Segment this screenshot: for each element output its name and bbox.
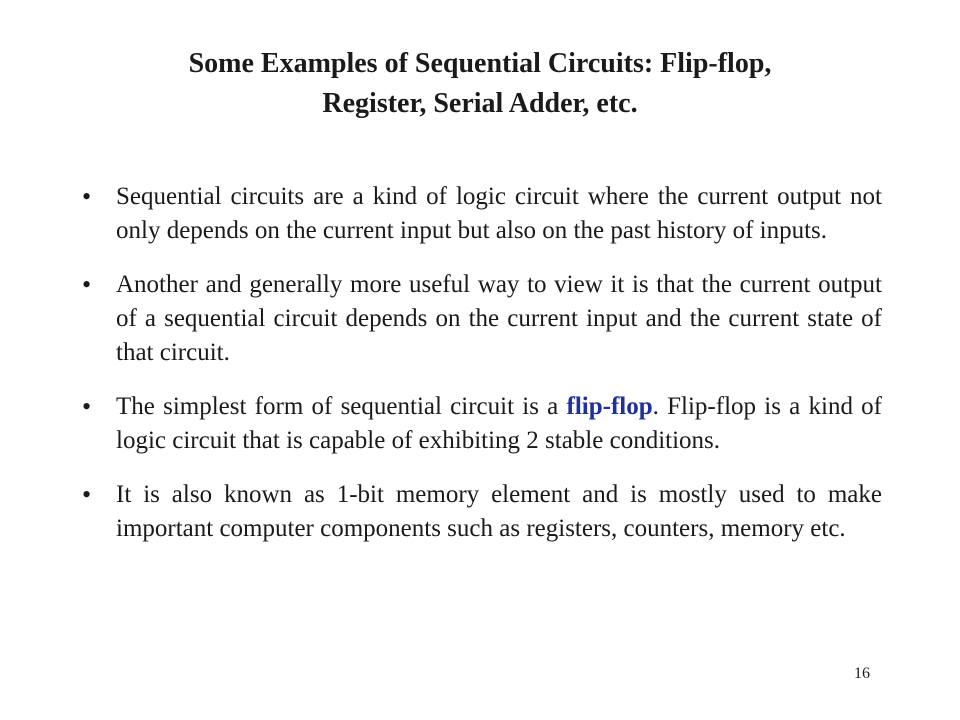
bullet-text-2: Another and generally more useful way to view it is that the current output of a sequential circuit depends on the current input and the current state of that circuit. bbox=[116, 271, 882, 366]
page-number: 16 bbox=[854, 665, 870, 682]
title-line-1: Some Examples of Sequential Circuits: Flip-flop, bbox=[188, 48, 772, 79]
bullet-dot-icon: • bbox=[82, 480, 92, 509]
bullet-text-3-after: . Flip-flop is a kind of logic circuit that is capable of exhibiting 2 stable conditions. bbox=[116, 393, 883, 454]
bullet-dot-icon: • bbox=[82, 392, 92, 421]
bullet-list bbox=[82, 180, 882, 566]
bullet-item-4 bbox=[82, 478, 882, 546]
bullet-item-1 bbox=[82, 180, 882, 248]
bullet-text-3-before: The simplest form of sequential circuit is a bbox=[116, 393, 567, 420]
bullet-text-4: It is also known as 1-bit memory element and is mostly used to make important computer components such as registers, counters, memory etc. bbox=[116, 481, 882, 542]
title-line-2: Register, Serial Adder, etc. bbox=[322, 88, 638, 119]
slide-title bbox=[60, 44, 900, 124]
bullet-dot-icon: • bbox=[82, 182, 92, 211]
bullet-dot-icon: • bbox=[82, 270, 92, 299]
bullet-item-3 bbox=[82, 390, 882, 458]
bullet-text-3 bbox=[116, 390, 882, 458]
bullet-item-2 bbox=[82, 268, 882, 370]
flip-flop-highlight: flip-flop bbox=[566, 393, 653, 420]
bullet-text-1: Sequential circuits are a kind of logic circuit where the current output not only depends on the current input but also on the past history of inputs. bbox=[116, 183, 882, 244]
